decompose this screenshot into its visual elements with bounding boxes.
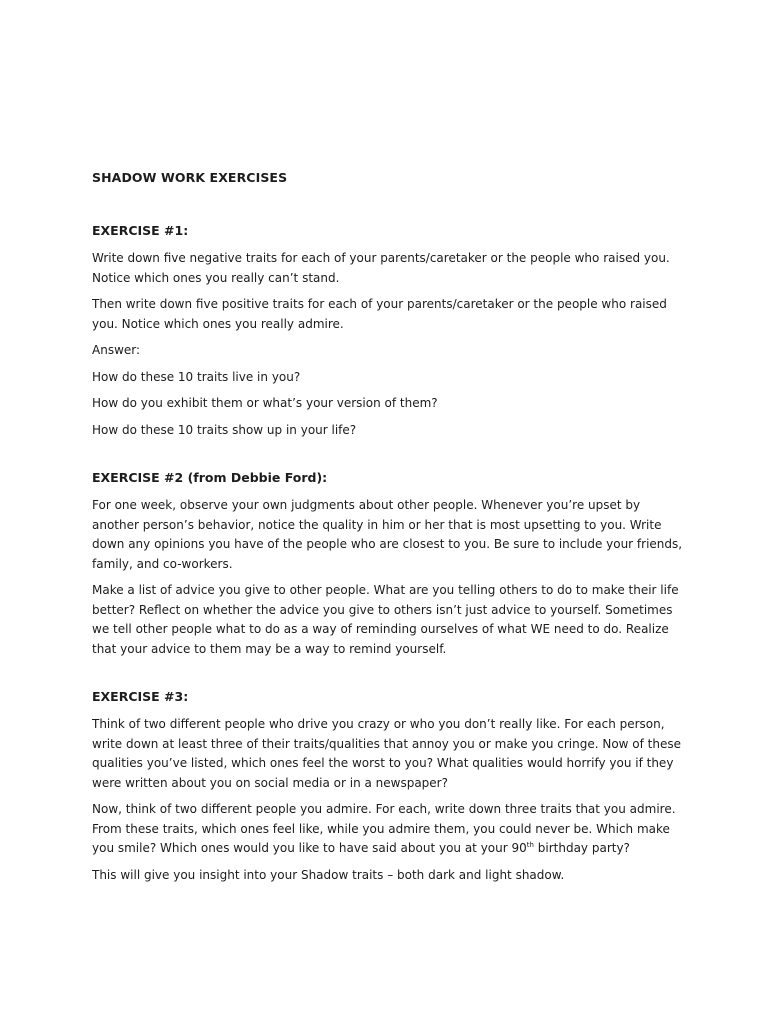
exercise-1-section (92, 223, 684, 440)
exercise-3-section (92, 689, 684, 885)
exercise-2-heading: EXERCISE #2 (from Debbie Ford): (92, 470, 328, 485)
exercise-3-heading: EXERCISE #3: (92, 689, 189, 704)
exercise-1-question: How do these 10 traits live in you? (92, 369, 301, 384)
exercise-2-section (92, 470, 684, 659)
exercise-3-paragraph: This will give you insight into your Shadow traits – both dark and light shadow. (92, 867, 565, 882)
document-title: SHADOW WORK EXERCISES (92, 170, 288, 185)
exercise-1-paragraph: Then write down five positive traits for each of your parents/caretaker or the people who raised you. Notice which ones you really admire. (92, 297, 667, 331)
exercise-1-answer-label: Answer: (92, 343, 141, 357)
document-content (92, 170, 684, 892)
exercise-3-paragraph: Think of two different people who drive you crazy or who you don’t really like. For each person, write down at least three of their traits/qualities that annoy you or make you cringe. Now of these qualities you’ve listed, which ones feel the worst to you? What qualities would horrify you if they were written about you on social media or in a newspaper? (92, 717, 682, 790)
paragraph-text: Now, think of two different people you admire. For each, write down three traits that you admire. From these traits, which ones feel like, while you admire them, you could never be. Which make you smile? Which ones would you like to have said about you at your 90 (92, 802, 676, 855)
ordinal-suffix: th (526, 841, 534, 849)
exercise-2-paragraph: For one week, observe your own judgments about other people. Whenever you’re upset by another person’s behavior, notice the quality in him or her that is most upsetting to you. Write down any opinions you have of the people who are closest to you. Be sure to include your friends, family, and co-workers. (92, 498, 683, 571)
exercise-3-paragraph (92, 800, 684, 859)
exercise-1-question: How do you exhibit them or what’s your version of them? (92, 396, 438, 410)
exercise-1-question: How do these 10 traits show up in your life? (92, 422, 357, 437)
exercise-2-paragraph: Make a list of advice you give to other people. What are you telling others to do to make their life better? Reflect on whether the advice you give to others isn’t just advice to yourself. Sometimes we tell other people what to do as a way of reminding ourselves of what WE need to do. Realize that your advice to them may be a way to remind yourself. (92, 583, 679, 656)
exercise-1-paragraph: Write down five negative traits for each of your parents/caretaker or the people who raised you. Notice which ones you really can’t stand. (92, 251, 670, 285)
paragraph-text: birthday party? (533, 841, 630, 855)
exercise-1-heading: EXERCISE #1: (92, 223, 189, 238)
